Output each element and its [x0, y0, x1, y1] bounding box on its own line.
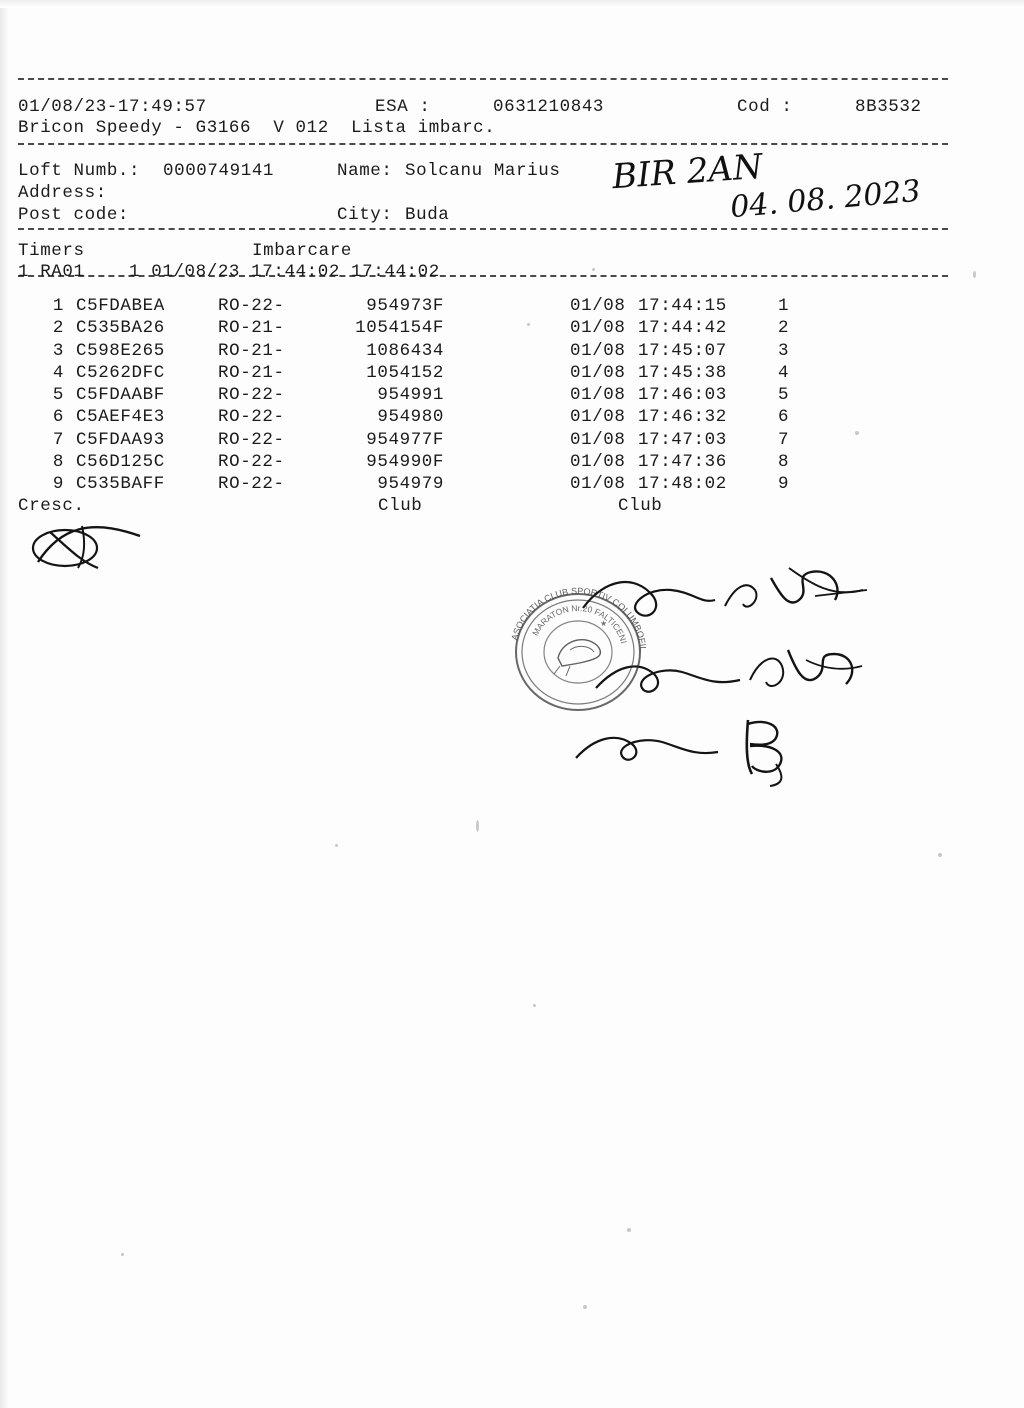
- scan-speck: [476, 820, 479, 832]
- table-row: [18, 407, 948, 429]
- row-country: RO-21-: [218, 362, 285, 383]
- row-country: RO-22-: [218, 429, 285, 450]
- divider-loft: [18, 228, 948, 230]
- row-chip: C5262DFC: [76, 362, 165, 383]
- footer-club-label-1: Club: [378, 496, 423, 516]
- row-date: 01/08: [570, 407, 626, 428]
- scan-speck: [855, 431, 859, 435]
- row-time: 17:45:38: [638, 362, 727, 383]
- row-time: 17:44:42: [638, 318, 727, 339]
- scan-speck: [592, 268, 595, 271]
- club-round-stamp-icon: [500, 580, 660, 720]
- handwritten-annotation-birdan: BIR 2AN: [610, 146, 764, 198]
- svg-text:★: ★: [600, 619, 608, 628]
- row-seq: 1: [778, 296, 790, 316]
- row-chip: C5FDAABF: [76, 385, 165, 406]
- row-date: 01/08: [570, 474, 626, 495]
- scan-speck: [583, 1305, 587, 1309]
- table-row: [18, 430, 948, 452]
- row-seq: 6: [778, 407, 790, 428]
- loft-city-value: Buda: [405, 205, 450, 225]
- row-index: 1: [52, 296, 64, 316]
- row-chip: C56D125C: [76, 452, 165, 473]
- row-ring: 1054154F: [355, 318, 444, 339]
- row-chip: C5AEF4E3: [76, 407, 165, 428]
- scan-speck: [527, 323, 530, 326]
- footer-cresc-label: Cresc.: [18, 496, 85, 516]
- row-seq: 7: [778, 429, 790, 450]
- timers-title: Timers: [18, 241, 85, 261]
- row-chip: C535BAFF: [76, 474, 165, 495]
- row-index: 3: [52, 340, 64, 361]
- row-country: RO-21-: [218, 340, 285, 361]
- header-esa-label: ESA :: [375, 97, 431, 117]
- row-chip: C598E265: [76, 340, 165, 361]
- row-ring: 954990F: [366, 452, 444, 473]
- row-chip: C535BA26: [76, 318, 165, 339]
- row-ring: 954977F: [366, 429, 444, 450]
- row-index: 6: [52, 407, 64, 428]
- row-time: 17:48:02: [638, 474, 727, 495]
- header-cod-value: 8B3532: [855, 97, 922, 117]
- row-chip: C5FDAA93: [76, 429, 165, 450]
- row-date: 01/08: [570, 385, 626, 406]
- loft-name-label: Name:: [337, 161, 393, 181]
- loft-city-label: City:: [337, 205, 393, 225]
- row-country: RO-22-: [218, 385, 285, 406]
- row-index: 8: [52, 452, 64, 473]
- table-row: [18, 452, 948, 474]
- header-datetime: 01/08/23-17:49:57: [18, 97, 207, 117]
- row-index: 2: [52, 318, 64, 339]
- row-time: 17:47:36: [638, 452, 727, 473]
- divider-top: [18, 78, 948, 80]
- pigeon-list-table: [18, 296, 948, 497]
- row-date: 01/08: [570, 318, 626, 339]
- row-ring: 1054152: [366, 362, 444, 383]
- row-country: RO-21-: [218, 318, 285, 339]
- row-index: 7: [52, 429, 64, 450]
- row-ring: 954979: [377, 474, 444, 495]
- table-row: [18, 385, 948, 407]
- row-seq: 2: [778, 318, 790, 339]
- row-date: 01/08: [570, 362, 626, 383]
- footer-club-label-2: Club: [618, 496, 663, 516]
- scan-speck: [938, 853, 942, 857]
- row-index: 4: [52, 362, 64, 383]
- loft-address-label: Address:: [18, 183, 107, 203]
- timers-section-label: Imbarcare: [252, 241, 352, 261]
- header-esa-value: 0631210843: [493, 97, 605, 117]
- row-date: 01/08: [570, 340, 626, 361]
- loft-number-value: 0000749141: [163, 161, 275, 181]
- svg-text:MARATON Nr.20 FALTICENI: MARATON Nr.20 FALTICENI: [530, 602, 629, 645]
- table-row: [18, 474, 948, 496]
- row-seq: 9: [778, 474, 790, 495]
- loft-number-label: Loft Numb.:: [18, 161, 141, 181]
- row-seq: 3: [778, 340, 790, 361]
- header-device-line: Bricon Speedy - G3166 V 012 Lista imbarc.: [18, 118, 496, 138]
- loft-postcode-label: Post code:: [18, 205, 130, 225]
- row-chip: C5FDABEA: [76, 296, 165, 316]
- svg-text:ASOCIATIA CLUB SPORTIV COLUMBO: ASOCIATIA CLUB SPORTIV COLUMBOFIL: [509, 585, 649, 652]
- table-row: [18, 318, 948, 340]
- signature-breeder-icon: [20, 510, 170, 580]
- row-ring: 954980: [377, 407, 444, 428]
- row-ring: 1086434: [366, 340, 444, 361]
- row-seq: 5: [778, 385, 790, 406]
- table-row: [18, 363, 948, 385]
- row-country: RO-22-: [218, 407, 285, 428]
- handwritten-annotation-date: 04. 08. 2023: [728, 173, 923, 226]
- table-row: [18, 296, 948, 318]
- loft-name-value: Solcanu Marius: [405, 161, 561, 181]
- row-time: 17:46:03: [638, 385, 727, 406]
- scan-speck: [533, 1004, 536, 1007]
- row-country: RO-22-: [218, 474, 285, 495]
- row-seq: 8: [778, 452, 790, 473]
- row-country: RO-22-: [218, 452, 285, 473]
- row-date: 01/08: [570, 296, 626, 316]
- row-country: RO-22-: [218, 296, 285, 316]
- row-index: 5: [52, 385, 64, 406]
- table-row: [18, 341, 948, 363]
- scan-speck: [335, 844, 338, 847]
- row-time: 17:44:15: [638, 296, 727, 316]
- row-ring: 954991: [377, 385, 444, 406]
- signature-club-3-icon: [570, 710, 830, 790]
- row-time: 17:47:03: [638, 429, 727, 450]
- header-cod-label: Cod :: [737, 97, 793, 117]
- row-time: 17:45:07: [638, 340, 727, 361]
- row-index: 9: [52, 474, 64, 495]
- scan-speck: [973, 271, 976, 278]
- scan-speck: [121, 1253, 124, 1256]
- row-time: 17:46:32: [638, 407, 727, 428]
- timers-line: 1 RA01 1 01/08/23 17:44:02 17:44:02: [18, 262, 440, 282]
- row-date: 01/08: [570, 452, 626, 473]
- row-ring: 954973F: [366, 296, 444, 316]
- divider-header: [18, 143, 948, 145]
- row-date: 01/08: [570, 429, 626, 450]
- scan-speck: [627, 1228, 631, 1232]
- row-seq: 4: [778, 362, 790, 383]
